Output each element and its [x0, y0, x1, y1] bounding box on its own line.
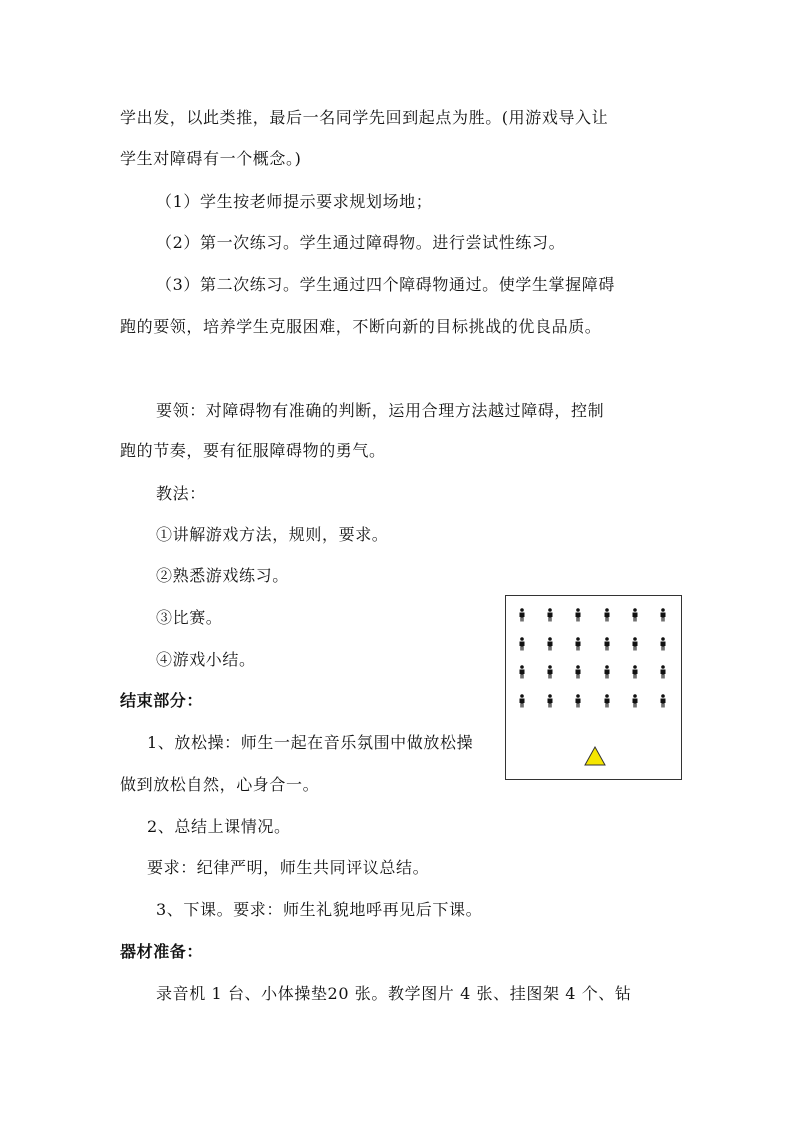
- student-figure-icon: [573, 608, 583, 622]
- student-figure-icon: [573, 665, 583, 679]
- student-figure-icon: [630, 665, 640, 679]
- student-figure-icon: [630, 637, 640, 651]
- student-figure-icon: [545, 694, 555, 708]
- student-figure-icon: [630, 608, 640, 622]
- paragraph-line: 跑的要领，培养学生克服困难，不断向新的目标挑战的优良品质。: [120, 317, 602, 336]
- student-figure-icon: [517, 665, 527, 679]
- ending-item-2-requirement: 要求：纪律严明，师生共同评议总结。: [147, 858, 430, 877]
- method-item-4: ④游戏小结。: [156, 650, 256, 669]
- step-1: （1）学生按老师提示要求规划场地；: [156, 192, 433, 211]
- ending-item-2: 2、总结上课情况。: [147, 817, 291, 836]
- step-3: （3）第二次练习。学生通过四个障碍物通过。使学生掌握障碍: [156, 275, 615, 294]
- paragraph-line: 跑的节奏，要有征服障碍物的勇气。: [120, 441, 386, 460]
- student-figure-icon: [658, 608, 668, 622]
- key-points: 要领：对障碍物有准确的判断，运用合理方法越过障碍，控制: [156, 401, 605, 420]
- student-figure-icon: [658, 665, 668, 679]
- equipment-line: 录音机 1 台、小体操垫20 张。教学图片 4 张、挂图架 4 个、钻: [156, 984, 632, 1003]
- student-figure-icon: [545, 608, 555, 622]
- student-figure-icon: [545, 665, 555, 679]
- method-item-3: ③比赛。: [156, 608, 223, 627]
- paragraph-line: 学出发，以此类推，最后一名同学先回到起点为胜。(用游戏导入让: [120, 108, 609, 127]
- formation-diagram: [505, 595, 682, 780]
- student-figure-icon: [517, 608, 527, 622]
- student-figure-icon: [658, 637, 668, 651]
- method-title: 教法：: [156, 484, 206, 503]
- method-item-1: ①讲解游戏方法，规则，要求。: [156, 525, 389, 544]
- student-figure-icon: [573, 637, 583, 651]
- student-figure-icon: [602, 665, 612, 679]
- student-figure-icon: [573, 694, 583, 708]
- student-figure-icon: [517, 694, 527, 708]
- step-2: （2）第一次练习。学生通过障碍物。进行尝试性练习。: [156, 233, 566, 252]
- ending-item-3: 3、下课。要求：师生礼貌地呼再见后下课。: [156, 900, 483, 919]
- teacher-triangle-icon: [584, 746, 606, 766]
- student-figure-icon: [545, 637, 555, 651]
- student-figure-icon: [602, 637, 612, 651]
- equipment-heading: 器材准备：: [120, 942, 204, 961]
- student-figure-icon: [602, 694, 612, 708]
- student-figure-icon: [630, 694, 640, 708]
- ending-item-1: 1、放松操：师生一起在音乐氛围中做放松操: [147, 733, 474, 752]
- paragraph-line: 学生对障碍有一个概念。): [120, 149, 302, 168]
- student-figure-icon: [602, 608, 612, 622]
- paragraph-line: 做到放松自然，心身合一。: [120, 775, 320, 794]
- student-figure-icon: [517, 637, 527, 651]
- method-item-2: ②熟悉游戏练习。: [156, 566, 289, 585]
- student-figure-icon: [658, 694, 668, 708]
- ending-heading: 结束部分：: [120, 691, 204, 710]
